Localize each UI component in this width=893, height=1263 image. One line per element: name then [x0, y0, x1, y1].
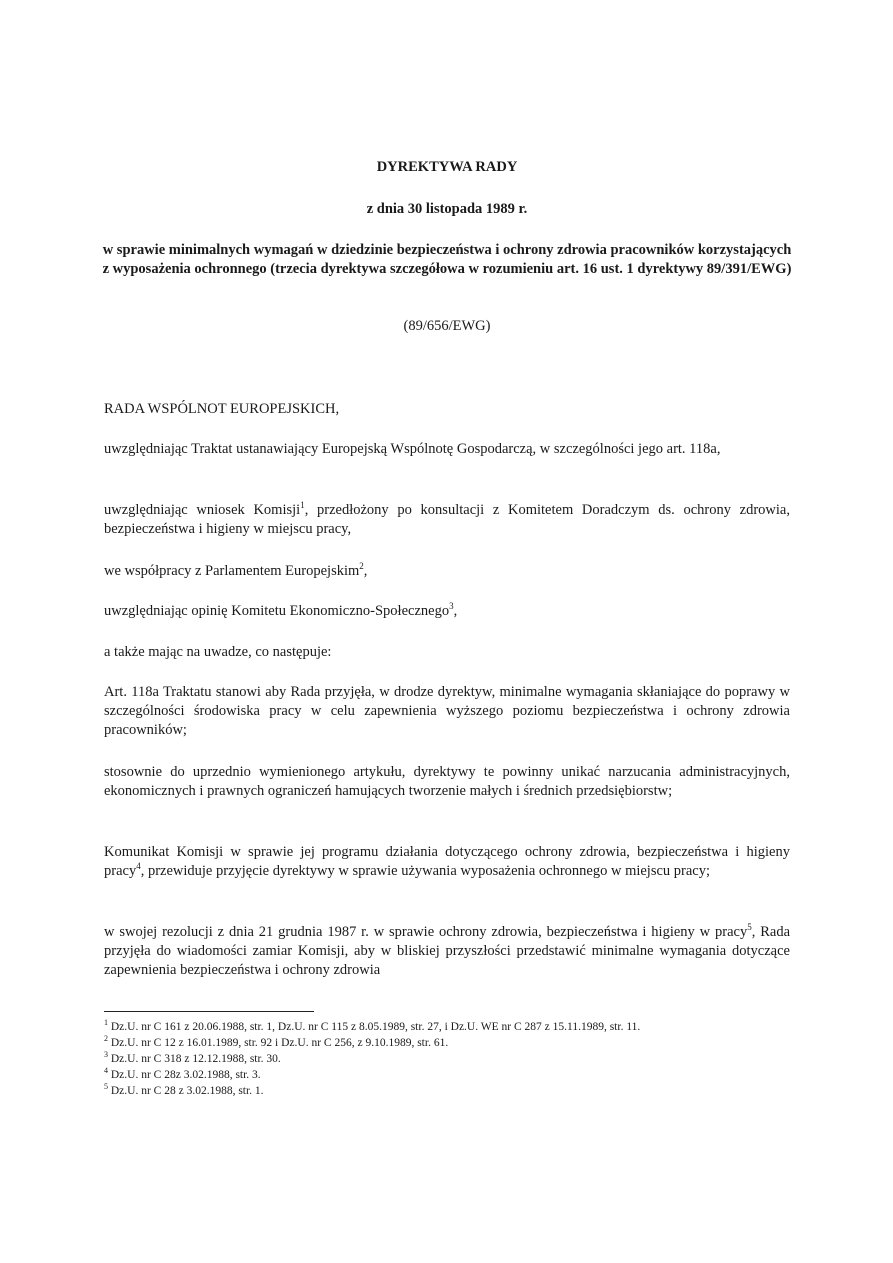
recital-parliament	[104, 562, 790, 581]
document-title: DYREKTYWA RADY	[376, 159, 518, 175]
footnote-ref: 1	[300, 500, 305, 510]
footnote-4	[104, 1068, 804, 1083]
footnote-2	[104, 1036, 804, 1051]
recital-text: uwzględniając wniosek Komisji	[104, 502, 301, 518]
footnote-5	[104, 1084, 804, 1099]
footnote-number: 4	[104, 1066, 108, 1075]
recital-text: Komunikat Komisji w sprawie jej programu działania dotyczącego ochrony zdrowia, bezpieczeństwa i higieny pracy	[104, 844, 790, 879]
recital-treaty: uwzględniając Traktat ustanawiający Europejską Wspólnotę Gospodarczą, w szczególności jego art. 118a,	[104, 441, 721, 457]
document-reference: (89/656/EWG)	[403, 318, 491, 334]
council-heading: RADA WSPÓLNOT EUROPEJSKICH,	[104, 401, 340, 417]
footnote-ref: 3	[449, 601, 454, 611]
footnote-number: 1	[104, 1018, 108, 1027]
recital-text: , Rada przyjęła do wiadomości zamiar Komisji, aby w bliskiej przyszłości przedstawić minimalne wymagania dotyczące zapewnienia bezpieczeństwa i ochrony zdrowia	[104, 924, 791, 978]
document-date: z dnia 30 listopada 1989 r.	[366, 201, 528, 217]
recital-text: ,	[363, 563, 368, 579]
footnote-number: 2	[104, 1034, 108, 1043]
recital-commission-proposal	[104, 501, 790, 539]
recital-esc-opinion	[104, 602, 790, 621]
footnote-ref: 5	[747, 922, 752, 932]
recital-resolution	[104, 923, 790, 980]
recital-communication	[104, 843, 790, 881]
footnote-ref: 4	[136, 861, 141, 871]
footnote-text: Dz.U. nr C 318 z 12.12.1988, str. 30.	[110, 1053, 281, 1065]
recital-text: , przedłożony po konsultacji z Komitetem Doradczym ds. ochrony zdrowia, bezpieczeństwa i higieny w miejscu pracy,	[104, 502, 790, 537]
footnote-3	[104, 1052, 804, 1067]
footnote-text: Dz.U. nr C 12 z 16.01.1989, str. 92 i Dz.U. nr C 256, z 9.10.1989, str. 61.	[110, 1037, 449, 1049]
recital-text: uwzględniając opinię Komitetu Ekonomiczno-Społecznego	[104, 603, 450, 619]
footnote-text: Dz.U. nr C 28z 3.02.1988, str. 3.	[110, 1069, 261, 1081]
footnote-divider	[104, 1011, 314, 1012]
recital-text: ,	[453, 603, 458, 619]
document-subject: w sprawie minimalnych wymagań w dziedzinie bezpieczeństwa i ochrony zdrowia pracowników korzystających z wyposażenia ochronnego (trzecia dyrektywa szczegółowa w rozumieniu art. 16 ust. 1 dyrektywy 89/391/EWG)	[102, 242, 792, 277]
recital-sme: stosownie do uprzednio wymienionego artykułu, dyrektywy te powinny unikać narzucania administracyjnych, ekonomicznych i prawnych ograniczeń hamujących tworzenie małych i średnich przedsiębiorstw;	[104, 764, 790, 799]
footnote-ref: 2	[359, 561, 364, 571]
footnote-text: Dz.U. nr C 161 z 20.06.1988, str. 1, Dz.U. nr C 115 z 8.05.1989, str. 27, i Dz.U. WE nr C 287 z 15.11.1989, str. 11.	[110, 1021, 641, 1033]
footnote-text: Dz.U. nr C 28 z 3.02.1988, str. 1.	[110, 1085, 264, 1097]
footnote-number: 5	[104, 1082, 108, 1091]
recital-intro: a także mając na uwadze, co następuje:	[104, 644, 332, 660]
recital-text: we współpracy z Parlamentem Europejskim	[104, 563, 360, 579]
recital-art-118a: Art. 118a Traktatu stanowi aby Rada przyjęła, w drodze dyrektyw, minimalne wymagania skłaniające do poprawy w szczególności środowiska pracy w celu zapewnienia wyższego poziomu bezpieczeństwa i ochrony zdrowia pracowników;	[104, 684, 790, 738]
recital-text: w swojej rezolucji z dnia 21 grudnia 1987 r. w sprawie ochrony zdrowia, bezpieczeństwa i higieny w pracy	[104, 924, 748, 940]
footnote-1	[104, 1020, 804, 1035]
recital-text: , przewiduje przyjęcie dyrektywy w sprawie używania wyposażenia ochronnego w miejscu pracy;	[140, 863, 711, 879]
footnote-number: 3	[104, 1050, 108, 1059]
